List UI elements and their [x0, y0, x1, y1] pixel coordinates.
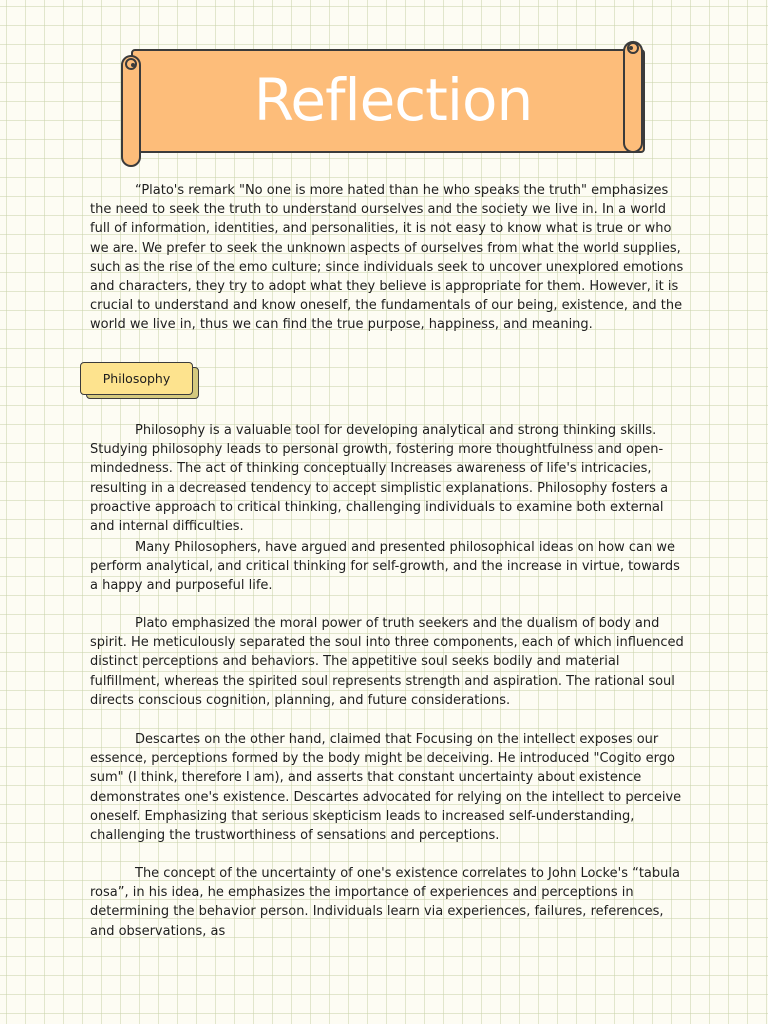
intro-paragraph: “Plato's remark "No one is more hated than he who speaks the truth" emphasizes the need to seek the truth to understand ourselves and the society we live in. In a world full of information, identities, and personalities, it is not easy to know what is true or who we are. We prefer to seek the unknown aspects of ourselves from what the world supplies, such as the rise of the emo culture; since individuals seek to uncover unexplored emotions and characters, they try to adopt what they believe is appropriate for them. However, it is crucial to understand and know oneself, the fundamentals of our being, existence, and the world we live in, thus we can find the true purpose, happiness, and meaning.: [90, 183, 684, 333]
paragraph-plato: Plato emphasized the moral power of truth seekers and the dualism of body and spirit. He meticulously separated the soul into three components, each of which influenced distinct perceptions and behaviors. The appetitive soul seeks bodily and material fulfillment, whereas the spirited soul represents strength and aspiration. The rational soul directs conscious cognition, planning, and future considerations.: [90, 616, 684, 708]
paragraph-descartes: Descartes on the other hand, claimed that Focusing on the intellect exposes our essence, perceptions formed by the body might be deceiving. He introduced "Cogito ergo sum" (I think, therefore I am), and asserts that constant uncertainty about existence demonstrates one's existence. Descartes advocated for relying on the intellect to perceive oneself. Emphasizing that serious skepticism leads to increased self-understanding, challenging the trustworthiness of sensations and perceptions.: [90, 732, 682, 844]
page-title: Reflection: [253, 66, 533, 134]
title-banner: [118, 38, 648, 170]
paragraph-philosophy: Philosophy is a valuable tool for developing analytical and strong thinking skills. Studying philosophy leads to personal growth, fostering more thoughtfulness and open-mindedness. The act of thinking conceptually Increases awareness of life's intricacies, resulting in a decreased tendency to accept simplistic explanations. Philosophy fosters a proactive approach to critical thinking, challenging individuals to examine both external and internal difficulties.: [90, 423, 669, 535]
paragraph-locke: The concept of the uncertainty of one's existence correlates to John Locke's “tabula rosa”, in his idea, he emphasizes the importance of experiences and perceptions in determining the behavior person. Individuals learn via experiences, failures, references, and observations, as: [90, 866, 680, 939]
section-tag: [80, 362, 200, 400]
section-tag-label: Philosophy: [80, 362, 193, 395]
paragraph-philosophers: Many Philosophers, have argued and presented philosophical ideas on how can we perform analytical, and critical thinking for self-growth, and the increase in virtue, towards a happy and purposeful life.: [90, 540, 680, 594]
